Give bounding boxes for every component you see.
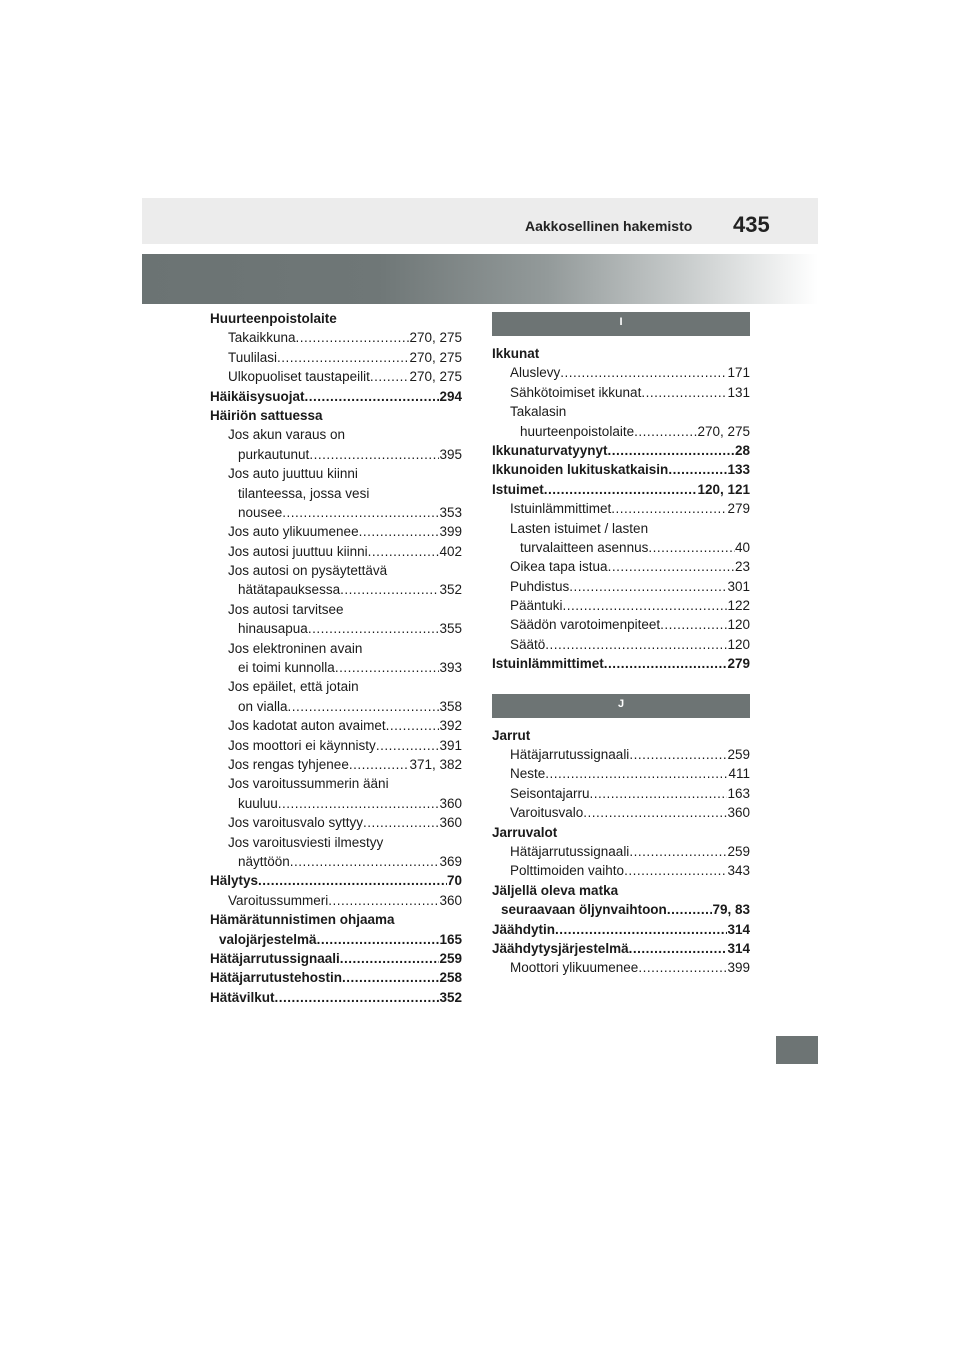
entry-label: Jos autosi juuttuu kiinni (228, 543, 368, 559)
index-heading (210, 406, 462, 425)
page-number: 435 (733, 212, 770, 237)
dot-leader (282, 503, 439, 522)
index-heading (492, 441, 750, 460)
dot-leader (634, 422, 697, 441)
page-reference: 120, 121 (697, 481, 750, 497)
index-entry (492, 422, 750, 441)
entry-label: Jäähdytin (492, 921, 556, 937)
page-reference: 40 (734, 539, 750, 555)
dot-leader (660, 615, 727, 634)
entry-label: Häikäisysuojat (210, 388, 305, 404)
page-reference: 270, 275 (697, 423, 750, 439)
dot-leader (363, 813, 439, 832)
page-reference: 360 (439, 795, 462, 811)
dot-leader (608, 557, 735, 576)
dot-leader (590, 784, 728, 803)
index-entry (492, 615, 750, 634)
index-heading (492, 726, 750, 745)
index-heading (210, 309, 462, 328)
entry-label: Moottori ylikuumenee (510, 960, 639, 976)
letter-section-bar: J (492, 694, 750, 718)
dot-leader (349, 755, 410, 774)
page-reference: 120 (727, 617, 750, 633)
entry-label: Hätäjarrutustehostin (210, 970, 343, 986)
entry-label: Jäljellä oleva matka (492, 882, 619, 898)
entry-label: Tuulilasi (228, 349, 278, 365)
entry-label: tilanteessa, jossa vesi (238, 485, 370, 501)
entry-label: Jos kadotat auton avaimet (228, 718, 386, 734)
dot-leader (277, 348, 409, 367)
index-entry (210, 367, 462, 386)
index-entry (210, 639, 462, 658)
index-entry (492, 958, 750, 977)
index-entry (210, 619, 462, 638)
entry-label: Hälytys (210, 873, 259, 889)
entry-label: Jos auto juuttuu kiinni (228, 466, 358, 482)
index-entry (492, 784, 750, 803)
dot-leader (604, 654, 728, 673)
index-entry (210, 813, 462, 832)
page-reference: 360 (439, 892, 462, 908)
entry-label: valojärjestelmä (219, 931, 317, 947)
page-reference: 392 (439, 718, 462, 734)
entry-label: Ulkopuoliset taustapeilit (228, 369, 370, 385)
entry-label: Ikkunat (492, 346, 540, 361)
section-title: Aakkosellinen hakemisto (525, 218, 693, 234)
dot-leader (611, 499, 727, 518)
dot-leader (296, 328, 410, 347)
entry-label: Jarrut (492, 727, 531, 743)
dot-leader (638, 958, 727, 977)
index-entry (492, 842, 750, 861)
entry-label: Häiriön sattuessa (210, 407, 323, 423)
dot-leader (370, 367, 410, 386)
dot-leader (368, 542, 440, 561)
index-entry (210, 561, 462, 580)
index-heading (210, 949, 462, 968)
dot-leader (308, 619, 440, 638)
index-heading (492, 823, 750, 842)
entry-label: seuraavaan öljynvaihtoon (501, 902, 667, 918)
dot-leader (258, 871, 447, 890)
index-entry (210, 328, 462, 347)
page-reference: 360 (727, 805, 750, 821)
index-entry (492, 861, 750, 880)
index-entry (492, 383, 750, 402)
entry-label: Jos akun varaus on (228, 427, 346, 443)
header-bar (142, 198, 818, 244)
entry-label: näyttöön (238, 853, 290, 869)
page-reference: 270, 275 (409, 369, 462, 385)
index-entry (210, 600, 462, 619)
entry-label: Oikea tapa istua (510, 559, 608, 575)
index-entry (492, 745, 750, 764)
section-thumb-tab (776, 1036, 818, 1064)
page-reference: 371, 382 (409, 756, 462, 772)
page-reference: 391 (439, 737, 462, 753)
dot-leader (340, 949, 440, 968)
index-entry (492, 402, 750, 421)
page-reference: 270, 275 (409, 349, 462, 365)
entry-label: Istuinlämmittimet (492, 656, 604, 672)
index-entry (492, 363, 750, 382)
index-entry (210, 774, 462, 793)
entry-label: Ikkunaturvatyynyt (492, 442, 608, 458)
dot-leader (544, 480, 698, 499)
index-entry (492, 577, 750, 596)
index-entry (492, 596, 750, 615)
dot-leader (641, 383, 727, 402)
entry-label: hinausapua (238, 621, 308, 637)
index-entry (210, 484, 462, 503)
page-reference: 122 (727, 598, 750, 614)
entry-label: Istuimet (492, 481, 544, 497)
entry-label: Huurteenpoistolaite (210, 311, 337, 326)
entry-label: Hämärätunnistimen ohjaama (210, 912, 395, 928)
dot-leader (340, 580, 439, 599)
index-entry (210, 464, 462, 483)
dot-leader (328, 891, 439, 910)
page-reference: 28 (734, 442, 750, 458)
entry-label: Säätö (510, 636, 546, 652)
index-heading (492, 344, 750, 363)
index-entry (210, 348, 462, 367)
entry-label: ei toimi kunnolla (238, 660, 335, 676)
page-reference: 79, 83 (712, 902, 750, 918)
entry-label: Jos autosi tarvitsee (228, 601, 344, 617)
page-reference: 353 (439, 504, 462, 520)
page-reference: 270, 275 (409, 330, 462, 346)
entry-label: Jos rengas tyhjenee (228, 756, 349, 772)
entry-label: Hätäjarrutussignaali (510, 747, 630, 763)
entry-label: on vialla (238, 698, 288, 714)
index-entry (210, 930, 462, 949)
entry-label: Jos elektroninen avain (228, 640, 363, 656)
index-entry (492, 635, 750, 654)
index-entry (210, 445, 462, 464)
entry-label: Takaikkuna (228, 330, 296, 346)
page-reference: 259 (439, 950, 462, 966)
index-entry (210, 716, 462, 735)
index-entry (492, 803, 750, 822)
entry-label: Puhdistus (510, 578, 570, 594)
dot-leader (563, 596, 728, 615)
index-entry (492, 764, 750, 783)
page-reference: 163 (727, 785, 750, 801)
page-reference: 314 (727, 921, 750, 937)
index-entry (210, 736, 462, 755)
entry-label: Istuinlämmittimet (510, 501, 612, 517)
dot-leader (342, 968, 439, 987)
entry-label: Neste (510, 766, 546, 782)
page-reference: 131 (727, 384, 750, 400)
index-entry (492, 557, 750, 576)
entry-label: Lasten istuimet / lasten (510, 520, 649, 536)
entry-label: Varoitussummeri (228, 892, 329, 908)
index-entry (492, 900, 750, 919)
entry-label: Pääntuki (510, 598, 563, 614)
decorative-band (142, 254, 818, 304)
entry-label: Hätävilkut (210, 989, 275, 1005)
dot-leader (629, 842, 727, 861)
page-reference: 393 (439, 660, 462, 676)
entry-label: Jos varoitusviesti ilmestyy (228, 834, 384, 850)
entry-label: Jäähdytysjärjestelmä (492, 940, 629, 956)
page-reference: 259 (727, 843, 750, 859)
entry-label: Säädön varotoimenpiteet (510, 617, 661, 633)
page-reference: 343 (727, 863, 750, 879)
index-heading (492, 881, 750, 900)
page-reference: 23 (734, 559, 750, 575)
page-reference: 314 (727, 940, 750, 956)
dot-leader (545, 635, 727, 654)
page-reference: 258 (439, 970, 462, 986)
page-reference: 411 (728, 766, 750, 782)
dot-leader (560, 363, 727, 382)
dot-leader (569, 577, 727, 596)
entry-label: Seisontajarru (510, 785, 590, 801)
page-reference: 279 (727, 501, 750, 517)
entry-label: nousee (238, 504, 283, 520)
index-entry (210, 542, 462, 561)
page-reference: 352 (439, 989, 462, 1005)
index-heading (210, 988, 462, 1007)
index-heading (210, 871, 462, 890)
entry-label: kuuluu (238, 795, 278, 811)
dot-leader (583, 803, 727, 822)
dot-leader (608, 441, 735, 460)
entry-label: Hätäjarrutussignaali (510, 843, 630, 859)
index-entry (492, 499, 750, 518)
dot-leader (629, 939, 728, 958)
index-entry (210, 503, 462, 522)
dot-leader (629, 745, 727, 764)
index-entry (210, 755, 462, 774)
index-heading (492, 939, 750, 958)
entry-label: Hätäjarrutussignaali (210, 950, 340, 966)
page-reference: 301 (727, 578, 750, 594)
index-entry (492, 519, 750, 538)
entry-label: turvalaitteen asennus (520, 539, 649, 555)
index-column-right (492, 312, 750, 978)
index-heading (492, 460, 750, 479)
entry-label: Jos varoitusvalo syttyy (228, 815, 364, 831)
page-reference: 399 (727, 960, 750, 976)
page-reference: 120 (727, 636, 750, 652)
entry-label: Aluslevy (510, 365, 561, 381)
page-reference: 279 (727, 656, 750, 672)
entry-label: Jos auto ylikuumenee (228, 524, 359, 540)
dot-leader (275, 988, 440, 1007)
page-reference: 355 (439, 621, 462, 637)
dot-leader (386, 716, 440, 735)
dot-leader (359, 522, 440, 541)
page-reference: 165 (439, 931, 462, 947)
index-entry (492, 538, 750, 557)
dot-leader (278, 794, 440, 813)
dot-leader (317, 930, 440, 949)
letter-section-bar: I (492, 312, 750, 336)
dot-leader (290, 852, 440, 871)
entry-label: Ikkunoiden lukituskatkaisin (492, 462, 669, 478)
index-heading (492, 654, 750, 673)
entry-label: Varoitusvalo (510, 805, 584, 821)
dot-leader (288, 697, 440, 716)
index-entry (210, 522, 462, 541)
page-reference: 395 (439, 446, 462, 462)
dot-leader (309, 445, 439, 464)
index-entry (210, 833, 462, 852)
dot-leader (305, 387, 440, 406)
entry-label: Jarruvalot (492, 824, 558, 840)
entry-label: Sähkötoimiset ikkunat (510, 384, 642, 400)
index-column-left (210, 309, 462, 1007)
entry-label: Jos epäilet, että jotain (228, 679, 359, 695)
index-entry (210, 580, 462, 599)
index-entry (210, 891, 462, 910)
entry-label: Jos moottori ei käynnisty (228, 737, 376, 753)
dot-leader (648, 538, 735, 557)
index-heading (492, 920, 750, 939)
index-heading (210, 968, 462, 987)
index-heading (210, 910, 462, 929)
index-heading (210, 387, 462, 406)
index-entry (210, 852, 462, 871)
page-reference: 358 (439, 698, 462, 714)
dot-leader (335, 658, 440, 677)
entry-label: hätätapauksessa (238, 582, 341, 598)
dot-leader (545, 764, 728, 783)
page-reference: 133 (727, 462, 750, 478)
page-reference: 352 (439, 582, 462, 598)
dot-leader (555, 920, 727, 939)
dot-leader (667, 900, 713, 919)
page-reference: 369 (439, 853, 462, 869)
dot-leader (376, 736, 440, 755)
page-reference: 294 (439, 388, 462, 404)
index-heading (492, 480, 750, 499)
page-reference: 171 (727, 365, 750, 381)
page-reference: 360 (439, 815, 462, 831)
dot-leader (668, 460, 727, 479)
dot-leader (624, 861, 727, 880)
entry-label: Jos varoitussummerin ääni (228, 776, 389, 792)
entry-label: Takalasin (510, 404, 567, 420)
entry-label: Polttimoiden vaihto (510, 863, 625, 879)
entry-label: huurteenpoistolaite (520, 423, 635, 439)
page-reference: 402 (439, 543, 462, 559)
index-entry (210, 425, 462, 444)
index-entry (210, 677, 462, 696)
index-entry (210, 794, 462, 813)
entry-label: purkautunut (238, 446, 310, 462)
index-entry (210, 658, 462, 677)
page-reference: 399 (439, 524, 462, 540)
page-reference: 70 (446, 873, 462, 889)
entry-label: Jos autosi on pysäytettävä (228, 563, 388, 579)
index-entry (210, 697, 462, 716)
page-reference: 259 (727, 747, 750, 763)
